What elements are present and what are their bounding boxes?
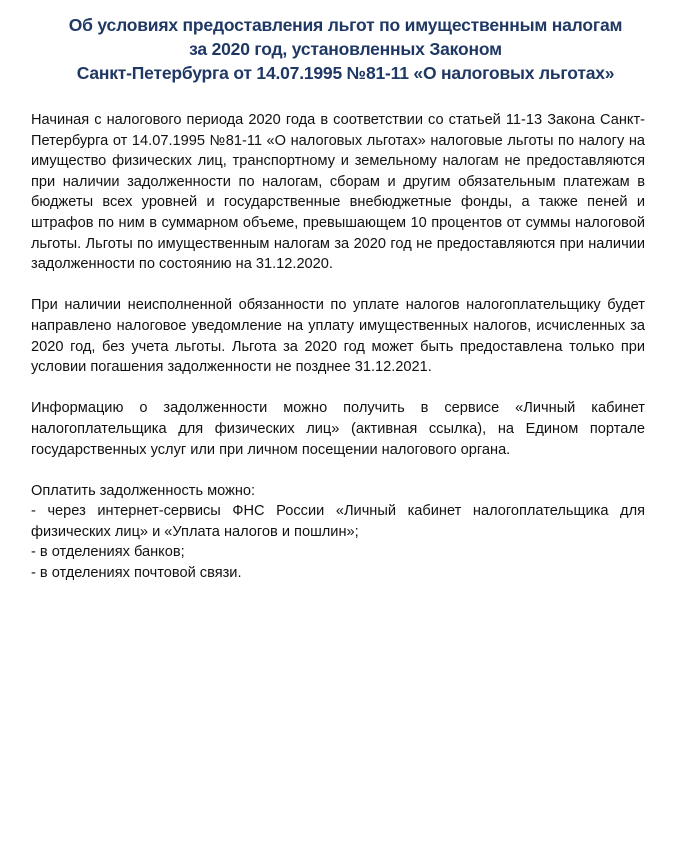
- paragraph-debt-information: Информацию о задолженности можно получить в сервисе «Личный кабинет налогоплательщика для физических лиц» (активная ссылка), на Едином портале государственных услуг или при личном посещении налогового органа.: [31, 400, 645, 458]
- document-title: [0, 13, 691, 85]
- paragraph-spacer: [31, 460, 645, 481]
- paragraph-unpaid-obligation: При наличии неисполненной обязанности по уплате налогов налогоплательщику будет направлено налоговое уведомление на уплату имущественных налогов, исчисленных за 2020 год, без учета льготы. Льгота за 2020 год может быть предоставлена только при условии погашения задолженности не позднее 31.12.2021.: [31, 297, 645, 376]
- payment-option-online: - через интернет-сервисы ФНС России «Личный кабинет налогоплательщика для физических лиц» и «Уплата налогов и пошлин»;: [31, 503, 645, 540]
- paragraph-spacer: [31, 378, 645, 399]
- payment-intro: Оплатить задолженность можно:: [31, 482, 256, 499]
- paragraph-spacer: [31, 275, 645, 296]
- document-body: [31, 110, 645, 584]
- paragraph-tax-benefit-conditions: Начиная с налогового периода 2020 года в соответствии со статьей 11-13 Закона Санкт-Петербурга от 14.07.1995 №81-11 «О налоговых льготах» налоговые льготы по налогу на имущество физических лиц, транспортному и земельному налогам не предоставляются при наличии задолженности по налогам, сборам и другим обязательным платежам в бюджеты всех уровней и государственные внебюджетные фонды, а также пеней и штрафов по ним в суммарном объеме, превышающем 10 процентов от суммы налоговой льготы. Льготы по имущественным налогам за 2020 год не предоставляются при наличии задолженности по состоянию на 31.12.2020.: [31, 112, 645, 273]
- payment-option-banks: - в отделениях банков;: [31, 544, 185, 561]
- payment-option-post: - в отделениях почтовой связи.: [31, 565, 242, 582]
- title-line: Санкт-Петербурга от 14.07.1995 №81-11 «О налоговых льготах»: [76, 63, 615, 83]
- title-line: за 2020 год, установленных Законом: [189, 39, 502, 59]
- title-line: Об условиях предоставления льгот по имущественным налогам: [68, 15, 623, 35]
